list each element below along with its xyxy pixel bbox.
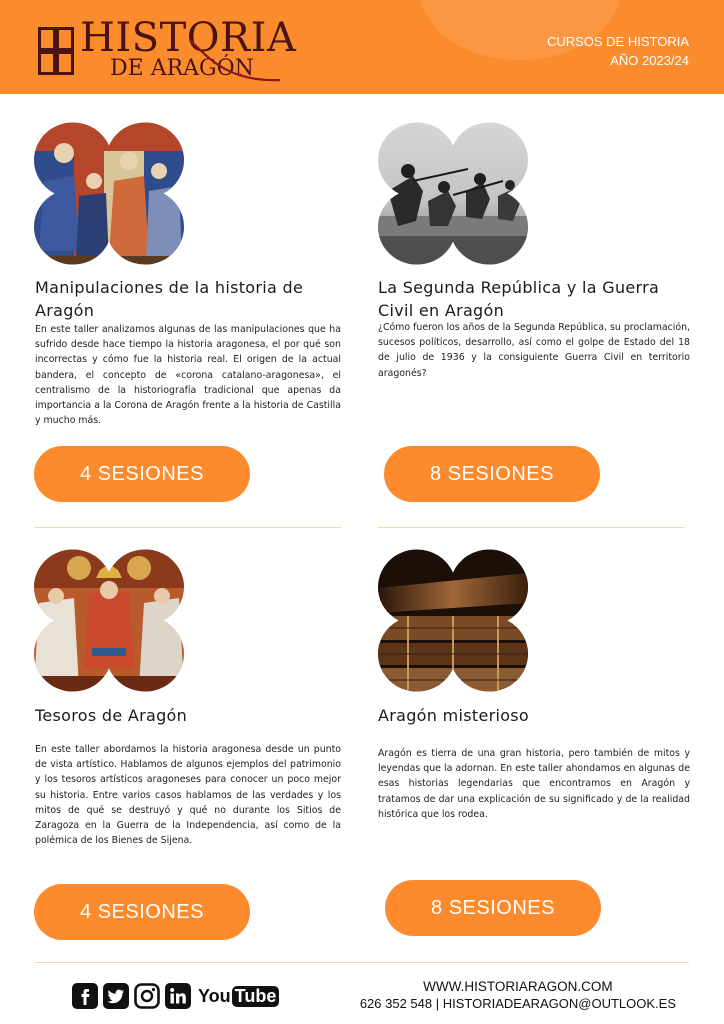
course-image-medieval-manuscript — [34, 121, 184, 266]
sessions-button[interactable]: 4 SESIONES — [34, 884, 250, 940]
phone-email[interactable]: 626 352 548 | HISTORIADEARAGON@OUTLOOK.ES — [359, 996, 676, 1011]
instagram-icon[interactable] — [134, 983, 160, 1009]
aragon-cross-logo-icon — [38, 27, 74, 75]
website-link[interactable]: WWW.HISTORIARAGON.COM — [423, 979, 613, 994]
course-title: Tesoros de Aragón — [35, 706, 188, 725]
logo-title: HISTORIA — [80, 15, 297, 61]
course-image-old-books — [378, 548, 528, 693]
course-title: La Segunda República y la Guerra Civil en Aragón — [378, 278, 660, 320]
course-description: En este taller analizamos algunas de las manipulaciones que ha sufrido desde hace tiempo la historia aragonesa, el por qué son incorrectas y cómo fue la historia real. El origen de la actual bandera, el concepto de «corona catalano-aragonesa», el centralismo de la historiografía tradicional que apenas da importancia a la Corona de Aragón frente a la historia de Castilla y mucho más. — [35, 324, 341, 427]
logo-subtitle: DE ARAGÓN — [110, 56, 254, 81]
youtube-icon[interactable] — [198, 986, 279, 1007]
footer-contact — [360, 978, 676, 1012]
course-image-gothic-altarpiece — [34, 548, 184, 693]
facebook-icon[interactable] — [72, 983, 98, 1009]
course-title: Aragón misterioso — [378, 706, 530, 725]
twitter-icon[interactable] — [103, 983, 129, 1009]
year-label: AÑO 2023/24 — [610, 53, 689, 68]
header-banner — [0, 0, 724, 94]
course-description: ¿Cómo fueron los años de la Segunda República, su proclamación, sucesos políticos, desarrollo, así como el golpe de Estado del 18 de julio de 1936 y la consiguiente Guerra Civil en territorio aragonés? — [378, 322, 690, 379]
logo-swoosh-icon — [170, 30, 290, 90]
social-links — [72, 983, 279, 1009]
section-divider — [378, 527, 684, 528]
sessions-button[interactable]: 8 SESIONES — [385, 880, 601, 936]
section-divider — [35, 527, 341, 528]
youtube-you: You — [198, 985, 231, 1006]
course-title: Manipulaciones de la historia de Aragón — [35, 278, 304, 320]
footer-divider — [35, 962, 689, 963]
courses-label: CURSOS DE HISTORIA — [546, 34, 689, 49]
sessions-button[interactable]: 4 SESIONES — [34, 446, 250, 502]
sessions-button[interactable]: 8 SESIONES — [384, 446, 600, 502]
header-courses-info — [547, 32, 689, 70]
youtube-tube: Tube — [232, 986, 280, 1007]
course-description: Aragón es tierra de una gran historia, pero también de mitos y leyendas que la adornan. En este taller ahondamos en algunas de esas historias legendarias que encontramos en Aragón y tratamos de dar una explicación de su significado y de la realidad histórica que los rodea. — [378, 748, 690, 820]
course-description: En este taller abordamos la historia aragonesa desde un punto de vista artístico. Hablamos de algunos ejemplos del patrimonio y los tesoros artísticos aragoneses para conocer un poco mejor su historia. Entre varios casos hablamos de las verdades y los mitos de qué se destruyó y qué no durante los Sitios de Zaragoza en la Guerra de la Independencia, así como de la polémica de los Bienes de Sijena. — [35, 744, 341, 847]
course-image-civil-war — [378, 121, 528, 266]
linkedin-icon[interactable] — [165, 983, 191, 1009]
